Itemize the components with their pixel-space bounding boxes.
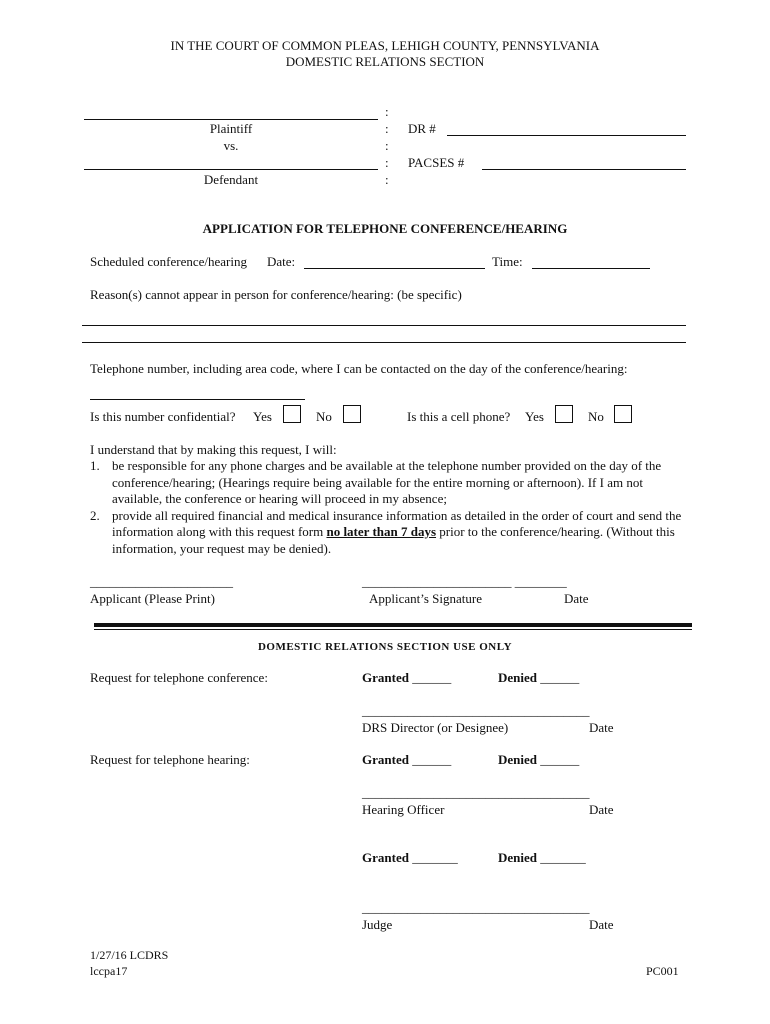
phone-number-field[interactable] [90, 399, 305, 400]
office-use-heading: DOMESTIC RELATIONS SECTION USE ONLY [257, 641, 513, 653]
granted-label: Granted [362, 670, 409, 685]
confidential-yes-label: Yes [253, 409, 272, 424]
deadline-emphasis: no later than 7 days [326, 524, 437, 539]
footer-date-code: 1/27/16 LCDRS [90, 948, 169, 962]
scheduled-time-field[interactable] [532, 268, 650, 269]
granted-label: Granted [362, 752, 409, 767]
scheduled-date-label: Date: [267, 254, 296, 269]
hearing-officer-label: Hearing Officer [362, 802, 445, 817]
denied-label: Denied [498, 670, 537, 685]
court-name: IN THE COURT OF COMMON PLEAS, LEHIGH COUNTY, PENNSYLVANIA [170, 38, 600, 53]
scheduled-date-field[interactable] [304, 268, 485, 269]
hearing-denied[interactable] [498, 752, 579, 768]
confidential-no-checkbox[interactable] [343, 405, 361, 423]
scheduled-time-label: Time: [492, 254, 523, 269]
granted-blank: _______ [412, 850, 458, 865]
scheduled-label: Scheduled conference/hearing [90, 254, 248, 269]
granted-blank: ______ [412, 670, 452, 685]
caption-colon: : [385, 172, 389, 187]
term-text: prior to the conference/hearing. (Without this information, your request may be denied). [112, 524, 675, 556]
hearing-request-label: Request for telephone hearing: [90, 752, 250, 767]
judge-granted[interactable] [362, 850, 458, 866]
reason-line-2[interactable] [82, 342, 686, 343]
confidential-question: Is this number confidential? [90, 409, 236, 424]
drs-director-label: DRS Director (or Designee) [362, 720, 509, 735]
applicant-print-field[interactable]: ______________________ [90, 574, 233, 589]
section-divider [94, 623, 692, 627]
conference-granted[interactable] [362, 670, 451, 686]
conference-denied[interactable] [498, 670, 579, 686]
judge-signature-field[interactable]: ___________________________________ [362, 900, 590, 915]
applicant-signature-field[interactable]: _______________________ ________ [362, 574, 567, 589]
term-item [90, 508, 690, 558]
applicant-date-label: Date [564, 591, 589, 606]
reason-line-1[interactable] [82, 325, 686, 326]
dr-number-label: DR # [408, 121, 436, 136]
hearing-officer-signature-field[interactable]: ___________________________________ [362, 785, 590, 800]
applicant-signature-label: Applicant’s Signature [369, 591, 483, 606]
denied-label: Denied [498, 752, 537, 767]
granted-label: Granted [362, 850, 409, 865]
section-name: DOMESTIC RELATIONS SECTION [285, 54, 485, 69]
judge-label: Judge [362, 917, 393, 932]
cell-phone-question: Is this a cell phone? [407, 409, 511, 424]
term-number: 2. [90, 507, 100, 523]
pacses-number-field[interactable] [482, 169, 686, 170]
cell-yes-checkbox[interactable] [555, 405, 573, 423]
section-divider [94, 629, 692, 630]
defendant-label: Defendant [203, 172, 259, 187]
cell-no-checkbox[interactable] [614, 405, 632, 423]
footer-form-code: PC001 [646, 964, 679, 978]
denied-blank: _______ [540, 850, 586, 865]
defendant-name-line[interactable] [84, 169, 378, 170]
term-number: 1. [90, 458, 100, 473]
denied-blank: ______ [540, 752, 580, 767]
applicant-print-label: Applicant (Please Print) [90, 591, 215, 606]
hearing-granted[interactable] [362, 752, 451, 768]
term-text: provide all required financial and medical insurance information as detailed in the order of court and send the information along with this request form [112, 507, 682, 539]
form-title: APPLICATION FOR TELEPHONE CONFERENCE/HEARING [202, 221, 568, 236]
judge-date-label: Date [589, 917, 614, 932]
reason-label: Reason(s) cannot appear in person for conference/hearing: (be specific) [90, 287, 462, 302]
caption-colon: : [385, 121, 389, 136]
caption-colon: : [385, 104, 389, 119]
hearing-officer-date-label: Date [589, 802, 614, 817]
conference-request-label: Request for telephone conference: [90, 670, 268, 685]
denied-blank: ______ [540, 670, 580, 685]
cell-yes-label: Yes [525, 409, 544, 424]
term-item [90, 458, 690, 508]
caption-colon: : [385, 138, 389, 153]
phone-label: Telephone number, including area code, where I can be contacted on the day of the conference/hearing: [90, 361, 628, 376]
plaintiff-name-line[interactable] [84, 119, 378, 120]
footer-file-code: lccpa17 [90, 964, 128, 978]
drs-director-signature-field[interactable]: ___________________________________ [362, 703, 590, 718]
drs-director-date-label: Date [589, 720, 614, 735]
understand-intro: I understand that by making this request, I will: [90, 442, 337, 457]
term-text: be responsible for any phone charges and be available at the telephone number provided on the day of the conference/hearing; (Hearings require being available for the entire morning or afternoon). If I am not available, the conference or hearing will proceed in my absence; [112, 458, 662, 506]
confidential-yes-checkbox[interactable] [283, 405, 301, 423]
dr-number-field[interactable] [447, 135, 686, 136]
pacses-number-label: PACSES # [408, 155, 465, 170]
confidential-no-label: No [316, 409, 332, 424]
denied-label: Denied [498, 850, 537, 865]
cell-no-label: No [588, 409, 604, 424]
caption-colon: : [385, 155, 389, 170]
judge-denied[interactable] [498, 850, 586, 866]
plaintiff-label: Plaintiff [209, 121, 253, 136]
terms-list [90, 458, 690, 557]
granted-blank: ______ [412, 752, 452, 767]
vs-label: vs. [223, 138, 239, 153]
